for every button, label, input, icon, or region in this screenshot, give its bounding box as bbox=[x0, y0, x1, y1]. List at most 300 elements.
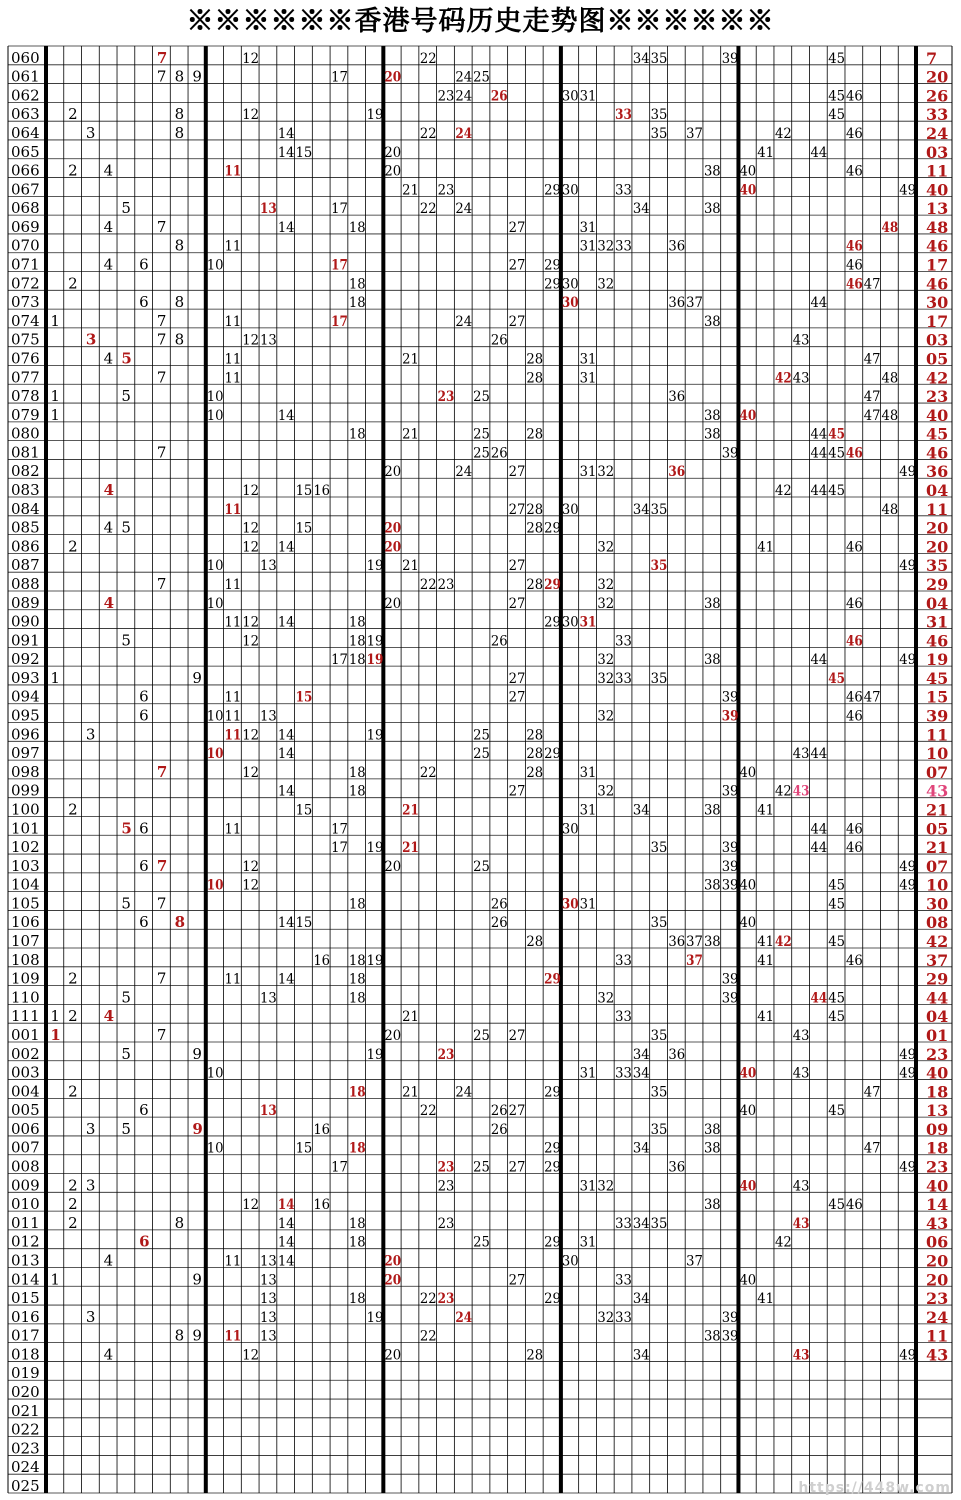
drawn-number: 3 bbox=[85, 725, 96, 744]
period-label: 087 bbox=[11, 556, 40, 575]
special-number-column: 40 bbox=[926, 1176, 949, 1196]
drawn-number: 18 bbox=[348, 952, 366, 969]
special-number: 42 bbox=[774, 934, 792, 951]
drawn-number: 33 bbox=[615, 238, 632, 255]
drawn-number: 33 bbox=[615, 182, 632, 199]
drawn-number: 13 bbox=[260, 332, 277, 349]
drawn-number: 19 bbox=[366, 633, 384, 650]
drawn-number: 5 bbox=[121, 1119, 131, 1138]
special-number: 6 bbox=[139, 1232, 150, 1251]
drawn-number: 35 bbox=[650, 125, 668, 142]
drawn-number: 35 bbox=[650, 107, 668, 124]
drawn-number: 29 bbox=[544, 614, 561, 631]
drawn-number: 44 bbox=[810, 652, 828, 669]
drawn-number: 18 bbox=[348, 896, 366, 913]
drawn-number: 47 bbox=[863, 351, 881, 368]
period-label: 079 bbox=[11, 405, 40, 424]
period-label: 011 bbox=[11, 1213, 40, 1232]
special-number-column: 23 bbox=[926, 1289, 949, 1309]
drawn-number: 20 bbox=[384, 464, 402, 481]
drawn-number: 38 bbox=[703, 934, 721, 951]
drawn-number: 39 bbox=[721, 1309, 739, 1326]
drawn-number: 28 bbox=[526, 746, 544, 763]
drawn-number: 39 bbox=[721, 783, 739, 800]
special-number-column: 26 bbox=[926, 86, 949, 106]
drawn-number: 26 bbox=[490, 633, 508, 650]
drawn-number: 12 bbox=[242, 483, 260, 500]
period-label: 072 bbox=[11, 274, 40, 293]
drawn-number: 33 bbox=[615, 1272, 632, 1289]
drawn-number: 35 bbox=[650, 1084, 668, 1101]
drawn-number: 30 bbox=[561, 614, 579, 631]
drawn-number: 7 bbox=[156, 67, 167, 86]
special-number-column: 15 bbox=[926, 687, 949, 707]
drawn-number: 25 bbox=[473, 69, 490, 86]
period-label: 101 bbox=[11, 819, 40, 838]
period-label: 077 bbox=[11, 368, 40, 387]
drawn-number: 48 bbox=[881, 501, 899, 518]
drawn-number: 33 bbox=[615, 1065, 632, 1082]
drawn-number: 2 bbox=[68, 969, 78, 988]
period-label: 107 bbox=[11, 932, 40, 951]
drawn-number: 39 bbox=[721, 840, 739, 857]
drawn-number: 6 bbox=[139, 255, 149, 274]
drawn-number: 47 bbox=[863, 389, 881, 406]
drawn-number: 28 bbox=[526, 576, 544, 593]
drawn-number: 4 bbox=[103, 255, 114, 274]
drawn-number: 25 bbox=[473, 389, 490, 406]
drawn-number: 12 bbox=[242, 107, 260, 124]
drawn-number: 43 bbox=[792, 1065, 810, 1082]
drawn-number: 38 bbox=[703, 313, 721, 330]
drawn-number: 18 bbox=[348, 652, 366, 669]
drawn-number: 19 bbox=[366, 107, 384, 124]
period-label: 104 bbox=[11, 875, 40, 894]
drawn-number: 38 bbox=[703, 1140, 721, 1157]
drawn-number: 32 bbox=[597, 1309, 615, 1326]
drawn-number: 41 bbox=[757, 1291, 774, 1308]
period-label: 089 bbox=[11, 593, 40, 612]
special-number-column: 33 bbox=[926, 105, 949, 125]
special-number-column: 21 bbox=[926, 838, 949, 858]
drawn-number: 27 bbox=[508, 670, 526, 687]
drawn-number: 12 bbox=[242, 858, 260, 875]
period-label: 095 bbox=[11, 706, 40, 725]
drawn-number: 46 bbox=[845, 595, 863, 612]
special-number: 23 bbox=[437, 389, 455, 406]
special-number: 39 bbox=[721, 708, 739, 725]
drawn-number: 31 bbox=[579, 802, 597, 819]
special-number: 20 bbox=[384, 539, 402, 556]
drawn-number: 21 bbox=[402, 1009, 419, 1026]
period-label: 068 bbox=[11, 199, 40, 218]
drawn-number: 33 bbox=[615, 670, 632, 687]
special-number-column: 11 bbox=[926, 1326, 949, 1346]
drawn-number: 20 bbox=[384, 144, 402, 161]
drawn-number: 35 bbox=[650, 1121, 668, 1138]
special-number: 18 bbox=[348, 1140, 366, 1157]
special-number: 43 bbox=[792, 1215, 810, 1232]
drawn-number: 32 bbox=[597, 276, 615, 293]
special-number-column: 07 bbox=[926, 856, 949, 876]
drawn-number: 40 bbox=[739, 1272, 757, 1289]
drawn-number: 18 bbox=[348, 1234, 366, 1251]
drawn-number: 45 bbox=[828, 934, 845, 951]
drawn-number: 33 bbox=[615, 1215, 632, 1232]
drawn-number: 46 bbox=[845, 539, 863, 556]
special-number-column: 23 bbox=[926, 1157, 949, 1177]
drawn-number: 14 bbox=[277, 746, 295, 763]
period-label: 100 bbox=[11, 800, 40, 819]
period-label: 093 bbox=[11, 668, 40, 687]
drawn-number: 2 bbox=[68, 1195, 78, 1214]
drawn-number: 45 bbox=[828, 1103, 845, 1120]
drawn-number: 38 bbox=[703, 1328, 721, 1345]
special-number: 29 bbox=[544, 576, 561, 593]
drawn-number: 49 bbox=[899, 858, 916, 875]
drawn-number: 12 bbox=[242, 727, 260, 744]
drawn-number: 36 bbox=[668, 389, 686, 406]
period-label: 002 bbox=[11, 1044, 40, 1063]
drawn-number: 12 bbox=[242, 877, 260, 894]
drawn-number: 29 bbox=[544, 746, 561, 763]
drawn-number: 29 bbox=[544, 1140, 561, 1157]
period-label: 063 bbox=[11, 105, 40, 124]
period-label: 016 bbox=[11, 1307, 40, 1326]
drawn-number: 44 bbox=[810, 483, 828, 500]
special-number-column: 23 bbox=[926, 387, 949, 407]
drawn-number: 38 bbox=[703, 802, 721, 819]
drawn-number: 2 bbox=[68, 161, 78, 180]
drawn-number: 39 bbox=[721, 877, 739, 894]
drawn-number: 6 bbox=[139, 293, 149, 312]
drawn-number: 23 bbox=[437, 1178, 455, 1195]
drawn-number: 37 bbox=[686, 934, 703, 951]
drawn-number: 49 bbox=[899, 182, 916, 199]
special-number-column: 40 bbox=[926, 405, 949, 425]
special-number-column: 43 bbox=[926, 1345, 949, 1365]
drawn-number: 22 bbox=[419, 1103, 437, 1120]
drawn-number: 38 bbox=[703, 407, 721, 424]
period-label: 003 bbox=[11, 1063, 40, 1082]
special-number-column: 20 bbox=[926, 518, 949, 538]
drawn-number: 20 bbox=[384, 163, 402, 180]
drawn-number: 37 bbox=[686, 1253, 703, 1270]
special-number-column: 13 bbox=[926, 199, 949, 219]
drawn-number: 24 bbox=[455, 1084, 473, 1101]
special-number: 11 bbox=[224, 1328, 242, 1345]
period-label: 061 bbox=[11, 67, 40, 86]
special-number: 46 bbox=[845, 633, 863, 650]
drawn-number: 11 bbox=[224, 821, 242, 838]
drawn-number: 30 bbox=[561, 1253, 579, 1270]
drawn-number: 46 bbox=[845, 163, 863, 180]
special-number-column: 18 bbox=[926, 1138, 949, 1158]
drawn-number: 29 bbox=[544, 276, 561, 293]
drawn-number: 33 bbox=[615, 1009, 632, 1026]
drawn-number: 14 bbox=[277, 407, 295, 424]
drawn-number: 31 bbox=[579, 764, 597, 781]
drawn-number: 35 bbox=[650, 915, 668, 932]
special-number: 40 bbox=[739, 1065, 757, 1082]
drawn-number: 32 bbox=[597, 595, 615, 612]
drawn-number: 23 bbox=[437, 182, 455, 199]
special-number: 24 bbox=[455, 1309, 473, 1326]
drawn-number: 2 bbox=[68, 800, 78, 819]
drawn-number: 30 bbox=[561, 821, 579, 838]
drawn-number: 5 bbox=[121, 518, 131, 537]
site-watermark: https://448w.com bbox=[798, 1480, 951, 1496]
special-number-column: 03 bbox=[926, 330, 949, 350]
special-number-column: 08 bbox=[926, 913, 949, 933]
period-label: 088 bbox=[11, 574, 40, 593]
drawn-number: 11 bbox=[224, 351, 242, 368]
drawn-number: 23 bbox=[437, 88, 455, 105]
drawn-number: 27 bbox=[508, 501, 526, 518]
drawn-number: 14 bbox=[277, 1253, 295, 1270]
drawn-number: 21 bbox=[402, 426, 419, 443]
drawn-number: 12 bbox=[242, 50, 260, 67]
special-number-column: 20 bbox=[926, 1270, 949, 1290]
period-label: 083 bbox=[11, 481, 40, 500]
drawn-number: 35 bbox=[650, 50, 668, 67]
period-label: 082 bbox=[11, 462, 40, 481]
period-label: 099 bbox=[11, 781, 40, 800]
drawn-number: 23 bbox=[437, 576, 455, 593]
drawn-number: 4 bbox=[103, 1251, 114, 1270]
drawn-number: 29 bbox=[544, 1291, 561, 1308]
drawn-number: 38 bbox=[703, 1197, 721, 1214]
special-number: 20 bbox=[384, 69, 402, 86]
drawn-number: 1 bbox=[50, 311, 60, 330]
special-number-column: 05 bbox=[926, 349, 949, 369]
drawn-number: 23 bbox=[437, 1215, 455, 1232]
drawn-number: 22 bbox=[419, 576, 437, 593]
special-number: 19 bbox=[366, 652, 384, 669]
special-number: 5 bbox=[121, 349, 132, 368]
drawn-number: 11 bbox=[224, 708, 242, 725]
drawn-number: 18 bbox=[348, 426, 366, 443]
drawn-number: 25 bbox=[473, 1027, 490, 1044]
period-label: 108 bbox=[11, 950, 40, 969]
drawn-number: 14 bbox=[277, 915, 295, 932]
special-number: 40 bbox=[739, 407, 757, 424]
drawn-number: 27 bbox=[508, 595, 526, 612]
special-number-column: 11 bbox=[926, 725, 949, 745]
drawn-number: 18 bbox=[348, 219, 366, 236]
special-number: 46 bbox=[845, 276, 863, 293]
special-number: 7 bbox=[156, 856, 168, 875]
drawn-number: 10 bbox=[206, 595, 224, 612]
period-label: 024 bbox=[11, 1458, 40, 1477]
drawn-number: 45 bbox=[828, 88, 845, 105]
drawn-number: 27 bbox=[508, 1159, 526, 1176]
drawn-number: 18 bbox=[348, 783, 366, 800]
drawn-number: 38 bbox=[703, 877, 721, 894]
drawn-number: 26 bbox=[490, 896, 508, 913]
period-label: 020 bbox=[11, 1383, 40, 1402]
drawn-number: 19 bbox=[366, 558, 384, 575]
drawn-number: 13 bbox=[260, 1291, 277, 1308]
drawn-number: 12 bbox=[242, 1197, 260, 1214]
drawn-number: 17 bbox=[331, 201, 348, 218]
period-label: 067 bbox=[11, 180, 40, 199]
special-number: 18 bbox=[348, 1084, 366, 1101]
drawn-number: 46 bbox=[845, 840, 863, 857]
period-label: 103 bbox=[11, 856, 40, 875]
drawn-number: 4 bbox=[103, 518, 114, 537]
drawn-number: 12 bbox=[242, 539, 260, 556]
period-label: 064 bbox=[11, 123, 40, 142]
special-number: 8 bbox=[174, 913, 186, 932]
drawn-number: 19 bbox=[366, 840, 384, 857]
period-label: 069 bbox=[11, 217, 40, 236]
drawn-number: 22 bbox=[419, 50, 437, 67]
special-number-column: 29 bbox=[926, 574, 949, 594]
drawn-number: 2 bbox=[68, 1007, 78, 1026]
drawn-number: 4 bbox=[103, 161, 114, 180]
drawn-number: 25 bbox=[473, 727, 490, 744]
drawn-number: 27 bbox=[508, 558, 526, 575]
drawn-number: 2 bbox=[68, 1082, 78, 1101]
special-number: 46 bbox=[845, 445, 863, 462]
drawn-number: 11 bbox=[224, 313, 242, 330]
drawn-number: 18 bbox=[348, 614, 366, 631]
drawn-number: 19 bbox=[366, 1046, 384, 1063]
drawn-number: 49 bbox=[899, 1046, 916, 1063]
drawn-number: 9 bbox=[192, 1326, 202, 1345]
drawn-number: 10 bbox=[206, 708, 224, 725]
special-number: 23 bbox=[437, 1291, 455, 1308]
drawn-number: 31 bbox=[579, 1234, 597, 1251]
period-label: 015 bbox=[11, 1289, 40, 1308]
special-number-column: 01 bbox=[926, 1025, 949, 1045]
special-number: 42 bbox=[774, 370, 792, 387]
drawn-number: 22 bbox=[419, 1291, 437, 1308]
drawn-number: 28 bbox=[526, 764, 544, 781]
drawn-number: 49 bbox=[899, 464, 916, 481]
drawn-number: 30 bbox=[561, 276, 579, 293]
drawn-number: 10 bbox=[206, 407, 224, 424]
special-number: 23 bbox=[437, 1046, 455, 1063]
drawn-number: 48 bbox=[881, 407, 899, 424]
special-number-column: 17 bbox=[926, 255, 949, 275]
drawn-number: 28 bbox=[526, 426, 544, 443]
drawn-number: 5 bbox=[121, 894, 131, 913]
drawn-number: 22 bbox=[419, 201, 437, 218]
drawn-number: 31 bbox=[579, 351, 597, 368]
special-number: 14 bbox=[277, 1197, 295, 1214]
special-number-column: 43 bbox=[926, 1213, 949, 1233]
period-label: 098 bbox=[11, 762, 40, 781]
drawn-number: 29 bbox=[544, 520, 561, 537]
drawn-number: 26 bbox=[490, 445, 508, 462]
drawn-number: 32 bbox=[597, 539, 615, 556]
drawn-number: 32 bbox=[597, 238, 615, 255]
drawn-number: 32 bbox=[597, 464, 615, 481]
special-number: 46 bbox=[845, 238, 863, 255]
drawn-number: 7 bbox=[156, 969, 167, 988]
drawn-number: 40 bbox=[739, 764, 757, 781]
drawn-number: 34 bbox=[632, 50, 650, 67]
special-number-column: 7 bbox=[926, 48, 938, 68]
drawn-number: 18 bbox=[348, 633, 366, 650]
drawn-number: 1 bbox=[50, 1270, 60, 1289]
drawn-number: 14 bbox=[277, 125, 295, 142]
period-label: 071 bbox=[11, 255, 40, 274]
drawn-number: 38 bbox=[703, 163, 721, 180]
drawn-number: 17 bbox=[331, 652, 348, 669]
drawn-number: 25 bbox=[473, 445, 490, 462]
period-label: 018 bbox=[11, 1345, 40, 1364]
drawn-number: 5 bbox=[121, 387, 131, 406]
drawn-number: 35 bbox=[650, 670, 668, 687]
special-number: 24 bbox=[455, 125, 473, 142]
drawn-number: 7 bbox=[156, 330, 167, 349]
drawn-number: 38 bbox=[703, 201, 721, 218]
drawn-number: 8 bbox=[174, 236, 185, 255]
special-number-column: 11 bbox=[926, 161, 949, 181]
drawn-number: 32 bbox=[597, 670, 615, 687]
special-number: 17 bbox=[331, 313, 348, 330]
special-number: 4 bbox=[103, 1007, 115, 1026]
special-number: 11 bbox=[224, 727, 242, 744]
special-number-column: 40 bbox=[926, 1063, 949, 1083]
drawn-number: 27 bbox=[508, 257, 526, 274]
drawn-number: 30 bbox=[561, 88, 579, 105]
period-label: 070 bbox=[11, 236, 40, 255]
special-number: 43 bbox=[792, 783, 810, 800]
drawn-number: 35 bbox=[650, 840, 668, 857]
special-number: 31 bbox=[579, 614, 597, 631]
drawn-number: 42 bbox=[774, 783, 792, 800]
special-number-column: 17 bbox=[926, 311, 949, 331]
drawn-number: 27 bbox=[508, 313, 526, 330]
special-number: 21 bbox=[402, 802, 419, 819]
grid-lines bbox=[8, 46, 952, 1493]
special-number: 10 bbox=[206, 746, 224, 763]
drawn-number: 41 bbox=[757, 934, 774, 951]
special-number-column: 46 bbox=[926, 443, 949, 463]
drawn-number: 42 bbox=[774, 125, 792, 142]
special-number: 13 bbox=[260, 201, 277, 218]
drawn-number: 27 bbox=[508, 1027, 526, 1044]
drawn-number: 32 bbox=[597, 652, 615, 669]
drawn-number: 10 bbox=[206, 257, 224, 274]
special-number-column: 06 bbox=[926, 1232, 949, 1252]
drawn-number: 18 bbox=[348, 1291, 366, 1308]
special-number: 40 bbox=[739, 1178, 757, 1195]
drawn-number: 11 bbox=[224, 614, 242, 631]
special-number-column: 48 bbox=[926, 217, 949, 237]
drawn-number: 31 bbox=[579, 1178, 597, 1195]
special-number: 33 bbox=[615, 107, 632, 124]
drawn-number: 33 bbox=[615, 633, 632, 650]
drawn-number: 13 bbox=[260, 558, 277, 575]
drawn-number: 27 bbox=[508, 783, 526, 800]
drawn-number: 3 bbox=[85, 123, 96, 142]
grid-numbers bbox=[11, 49, 948, 1495]
drawn-number: 19 bbox=[366, 952, 384, 969]
period-label: 078 bbox=[11, 387, 40, 406]
drawn-number: 28 bbox=[526, 351, 544, 368]
drawn-number: 4 bbox=[103, 349, 114, 368]
drawn-number: 1 bbox=[50, 405, 60, 424]
drawn-number: 45 bbox=[828, 877, 845, 894]
period-label: 092 bbox=[11, 650, 40, 669]
drawn-number: 46 bbox=[845, 821, 863, 838]
special-number: 44 bbox=[810, 990, 828, 1007]
